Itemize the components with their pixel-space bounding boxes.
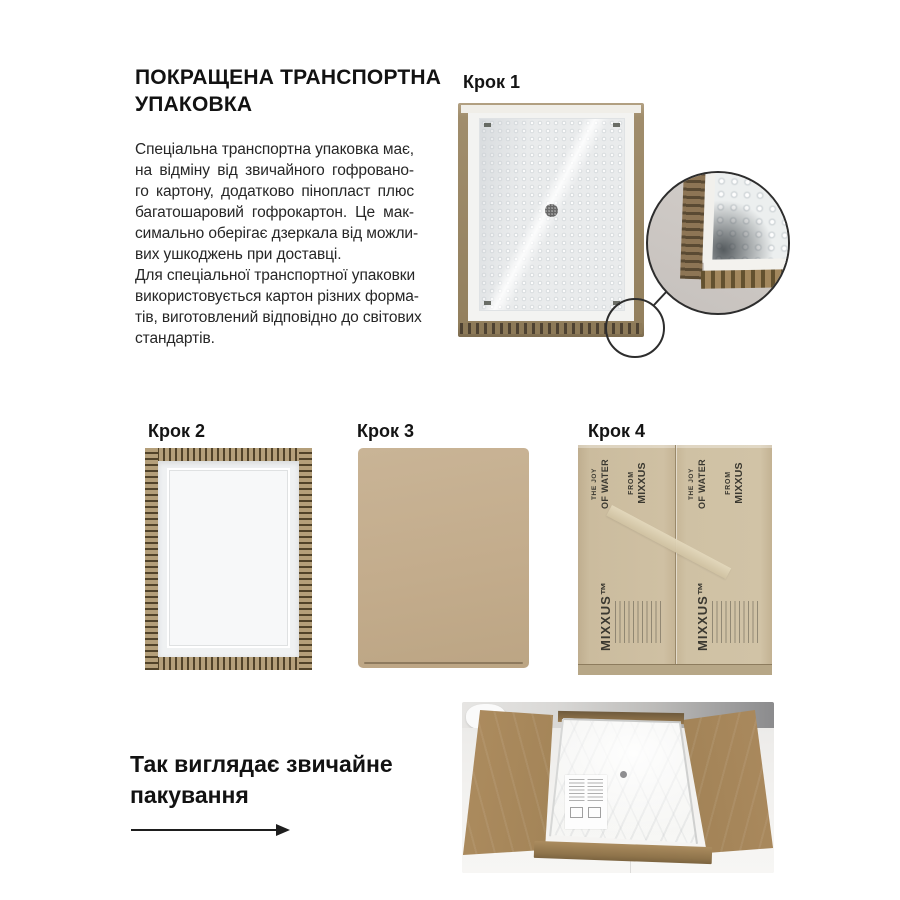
step-2-photo xyxy=(145,448,312,670)
honeycomb-cardboard-edge xyxy=(680,171,706,279)
step-3-photo xyxy=(358,448,529,668)
corner-mark xyxy=(484,301,491,305)
bubble-wrap-detail xyxy=(712,171,790,265)
mixxus-logo: MIXXUS™ xyxy=(695,581,710,651)
print-line: MIXXUS xyxy=(636,462,648,504)
paragraph-line: Спеціальна транспортна упаковка має, xyxy=(135,141,414,158)
honeycomb-frame-top xyxy=(145,448,312,461)
ordinary-packaging-photo xyxy=(462,702,774,873)
print-from-mixxus xyxy=(723,455,747,511)
fine-print xyxy=(712,601,758,643)
print-line: OF WATER xyxy=(697,458,707,510)
packing-tape xyxy=(606,505,731,579)
print-line: FROM xyxy=(725,471,732,495)
ordinary-packaging-caption: Так виглядає звичайне пакування xyxy=(130,751,393,808)
step-4-label: Крок 4 xyxy=(588,421,645,441)
honeycomb-edge-horizontal xyxy=(701,269,790,289)
center-sticker xyxy=(545,204,558,217)
label-diagram xyxy=(570,807,583,818)
product-label xyxy=(565,775,607,829)
paragraph-line: вих ушкоджень при доставці. xyxy=(135,246,342,263)
print-line: MIXXUS xyxy=(733,462,745,504)
box-seam xyxy=(675,445,676,675)
fine-print xyxy=(615,601,661,643)
box-bottom-edge xyxy=(578,664,772,675)
print-the-joy-of-water xyxy=(687,452,707,516)
label-diagram xyxy=(588,807,601,818)
paragraph-line: на відміну від звичайного гофровано- xyxy=(135,162,414,179)
box-bottom-shadow xyxy=(364,662,523,664)
honeycomb-frame-left xyxy=(145,448,158,670)
paragraph-line: го картону, додатково пінопласт плюс xyxy=(135,183,414,200)
honeycomb-frame-bottom xyxy=(145,657,312,670)
corner-mark xyxy=(484,123,491,127)
print-line: OF WATER xyxy=(600,458,610,510)
step-1-label: Крок 1 xyxy=(463,72,520,92)
print-line: FROM xyxy=(628,471,635,495)
print-from-mixxus xyxy=(626,455,650,511)
paragraph-line: симально оберігає дзеркала від можли- xyxy=(135,225,419,242)
box-top-edge xyxy=(461,105,641,113)
label-text-lines xyxy=(569,779,603,801)
paragraph-line: стандартів. xyxy=(135,330,215,347)
mixxus-logo: MIXXUS™ xyxy=(598,581,613,651)
honeycomb-frame-right xyxy=(299,448,312,670)
magnifier-source-circle xyxy=(605,298,665,358)
intro-text xyxy=(135,139,422,349)
bubble-wrap xyxy=(479,118,625,311)
paragraph-line: тів, виготовлений відповідно до світових xyxy=(135,309,422,326)
print-line: THE JOY xyxy=(591,468,598,501)
magnifier-detail-circle xyxy=(646,171,790,315)
step-3-label: Крок 3 xyxy=(357,421,414,441)
corner-mark xyxy=(613,123,620,127)
paragraph-line: використовується картон різних форма- xyxy=(135,288,419,305)
arrow-head-icon xyxy=(276,824,290,836)
step-4-photo xyxy=(578,445,772,675)
arrow xyxy=(131,829,277,831)
print-the-joy-of-water xyxy=(590,452,610,516)
print-line: THE JOY xyxy=(688,468,695,501)
step-1-photo xyxy=(458,103,644,337)
foam-inner-panel xyxy=(169,470,288,646)
page-title: ПОКРАЩЕНА ТРАНСПОРТНА УПАКОВКА xyxy=(135,66,442,116)
paragraph-line: Для спеціальної транспортної упаковки xyxy=(135,267,416,284)
step-2-label: Крок 2 xyxy=(148,421,205,441)
center-sticker xyxy=(620,771,627,778)
paragraph-line: багатошаровий гофрокартон. Це мак- xyxy=(135,204,414,221)
